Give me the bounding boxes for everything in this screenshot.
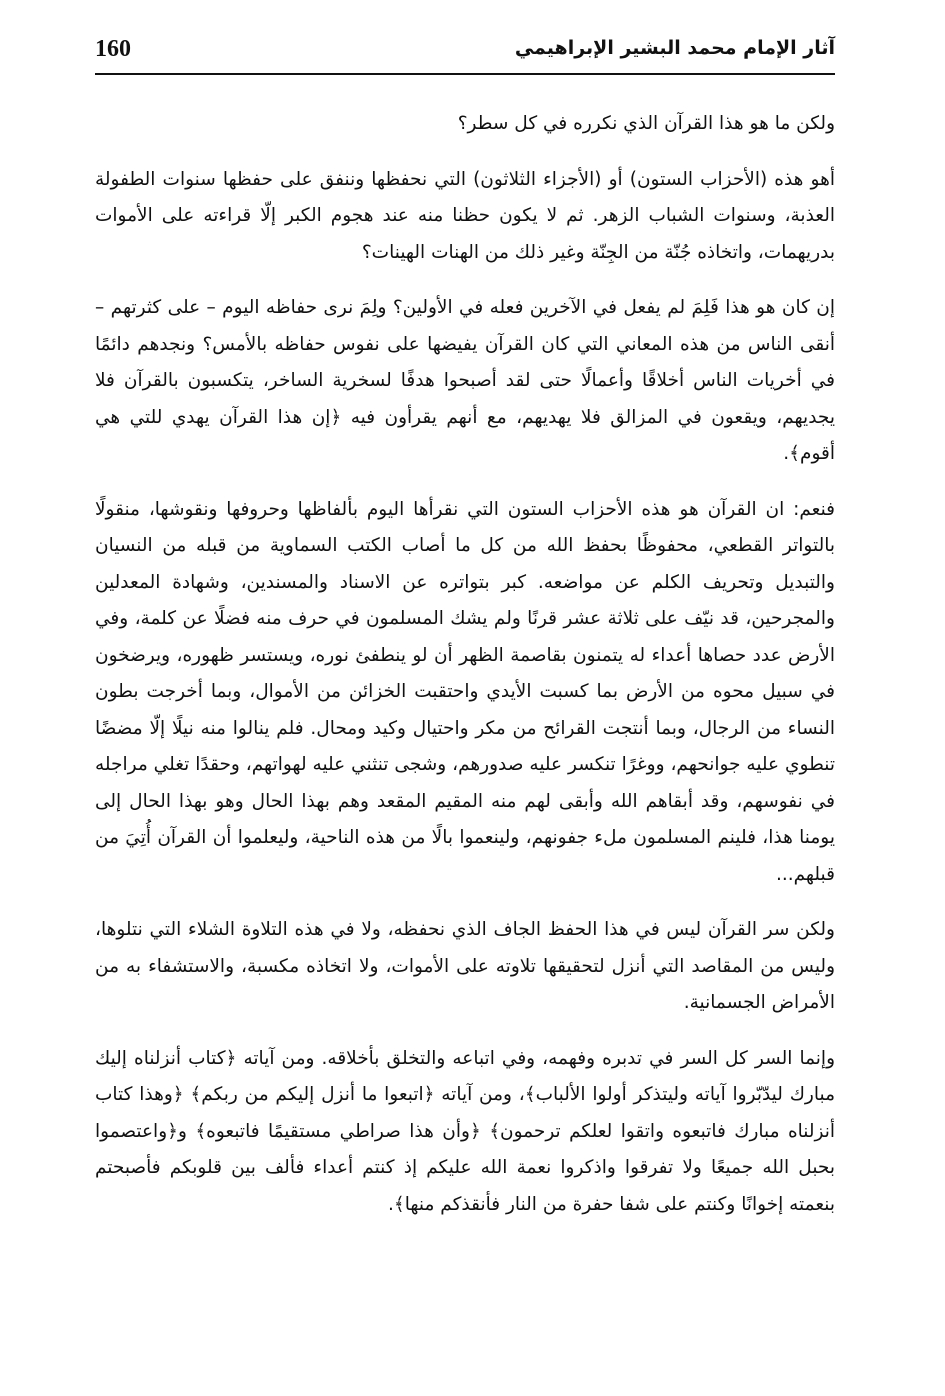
paragraph-4: فنعم: ان القرآن هو هذه الأحزاب الستون التي نقرأها اليوم بألفاظها وحروفها ونقوشها، منقولًا بالتواتر القطعي، محفوظًا بحفظ الله من كل ما أصاب الكتب السماوية من قبله من النسيان والتبديل وتحريف الكلم عن مواضعه. كبر بتواتره عن الاسناد والمسندين، وشهادة المعدلين والمجرحين، قد نيّف على ثلاثة عشر قرنًا ولم يشك المسلمون في حرف منه فضلًا عن كلمة، وفي الأرض عدد حصاها أعداء له يتمنون بقاصمة الظهر أن لو ينطفئ نوره، ويستسر ظهوره، ويرضخون في سبيل محوه من الأرض بما كسبت الأيدي واحتقبت الخزائن من الأموال، وبما أخرجت بطون النساء من الرجال، وبما أنتجت القرائح من مكر واحتيال وكيد ومحال. فلم ينالوا منه نيلًا إلّا مضضًا تنطوي عليه جوانحهم، ووغرًا تنكسر عليه صدورهم، وشجى تنثني عليه لهواتهم، وحقدًا تغلي مراجله في نفوسهم، وقد أبقاهم الله وأبقى لهم منه المقيم المقعد وهم بهذا الحال وهو بهذا الحال إلى يومنا هذا، فلينم المسلمون ملء جفونهم، ولينعموا بالًا من هذه الناحية، وليعلموا أن القرآن أُتِيَ من قبلهم... bbox=[95, 498, 835, 885]
paragraph-5: ولكن سر القرآن ليس في هذا الحفظ الجاف الذي نحفظه، ولا في هذه التلاوة الشلاء التي نتلوها، وليس من المقاصد التي أنزل لتحقيقها تلاوته على الأموات، ولا اتخاذه مكسبة، والاستشفاء به من الأمراض الجسمانية. bbox=[95, 919, 835, 1013]
paragraph-2: أهو هذه (الأحزاب الستون) أو (الأجزاء الثلاثون) التي نحفظها وننفق على حفظها سنوات الطفولة العذبة، وسنوات الشباب الزهر. ثم لا يكون حظنا منه عند هجوم الكبر إلّا قراءته على الأموات بدريهمات، واتخاذه جُنّة من الجِنّة وغير ذلك من الهنات الهينات؟ bbox=[95, 168, 835, 263]
running-title: آثار الإمام محمد البشير الإبراهيمي bbox=[514, 37, 835, 59]
page-header bbox=[95, 28, 835, 74]
paragraph-6: وإنما السر كل السر في تدبره وفهمه، وفي اتباعه والتخلق بأخلاقه. ومن آياته ﴿كتاب أنزلناه إليك مبارك ليدّبّروا آياته وليتذكر أولوا الألباب﴾، ومن آياته ﴿اتبعوا ما أنزل إليكم من ربكم﴾ ﴿وهذا كتاب أنزلناه مبارك فاتبعوه واتقوا لعلكم ترحمون﴾ ﴿وأن هذا صراطي مستقيمًا فاتبعوه﴾ و﴿واعتصموا بحبل الله جميعًا ولا تفرقوا واذكروا نعمة الله عليكم إذ كنتم أعداء فألف بين قلوبكم فأصبحتم بنعمته إخوانًا وكنتم على شفا حفرة من النار فأنقذكم منها﴾. bbox=[95, 1047, 835, 1215]
page-number: 160 bbox=[95, 36, 131, 62]
paragraph-3: إن كان هو هذا فَلِمَ لم يفعل في الآخرين فعله في الأولين؟ ولِمَ نرى حفاظه اليوم – على كثرتهم – أنقى الناس من هذه المعاني التي كان القرآن يفيضها على نفوس حفاظه بالأمس؟ ونجدهم دائمًا في أخريات الناس أخلاقًا وأعمالًا حتى لقد أصبحوا هدفًا لسخرية الساخر، يتكسبون بالقرآن فلا يجديهم، ويقعون في المزالق فلا يهديهم، مع أنهم يقرأون فيه ﴿إن هذا القرآن يهدي للتي هي أقوم﴾. bbox=[95, 297, 835, 464]
page-body bbox=[95, 106, 835, 1242]
paragraph-1: ولكن ما هو هذا القرآن الذي نكرره في كل سطر؟ bbox=[457, 113, 835, 134]
header-rule bbox=[95, 73, 835, 75]
